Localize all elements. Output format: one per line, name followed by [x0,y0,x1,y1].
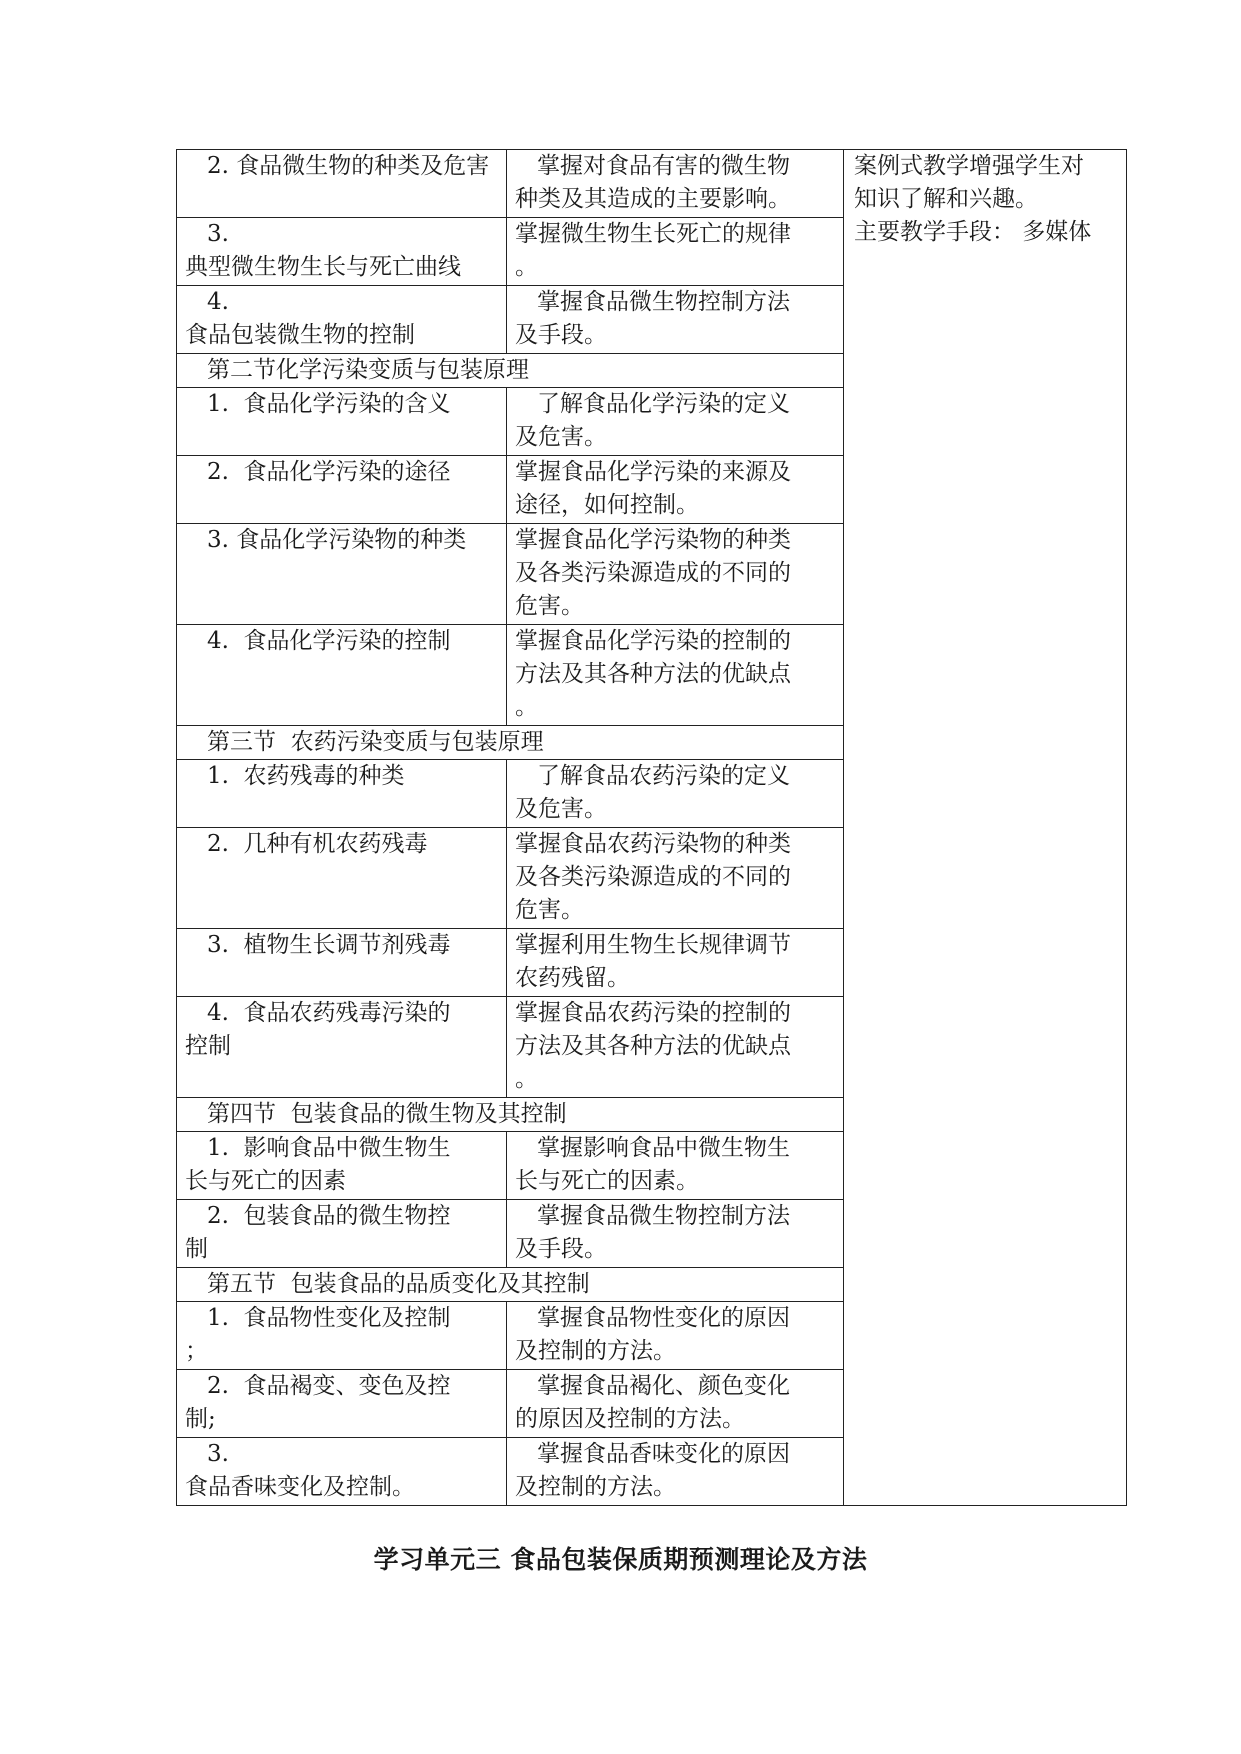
goal-cell: 掌握食品化学污染的控制的 方法及其各种方法的优缺点 。 [507,625,844,726]
goal-cell: 掌握食品化学污染物的种类 及各类污染源造成的不同的 危害。 [507,524,844,625]
topic-cell: 3. 食品香味变化及控制。 [177,1438,507,1506]
topic-cell: 3. 食品化学污染物的种类 [177,524,507,625]
goal-cell: 掌握食品物性变化的原因 及控制的方法。 [507,1302,844,1370]
goal-cell: 掌握对食品有害的微生物 种类及其造成的主要影响。 [507,150,844,218]
section-title: 第四节 包装食品的微生物及其控制 [177,1098,844,1132]
section-title: 第二节化学污染变质与包装原理 [177,354,844,388]
topic-cell: 1. 食品物性变化及控制 ； [177,1302,507,1370]
syllabus-table-body [177,150,1127,1506]
topic-cell: 3. 典型微生物生长与死亡曲线 [177,218,507,286]
topic-cell: 4. 食品农药残毒污染的 控制 [177,997,507,1098]
goal-cell: 掌握食品农药污染物的种类 及各类污染源造成的不同的 危害。 [507,828,844,929]
topic-cell: 3. 植物生长调节剂残毒 [177,929,507,997]
goal-cell: 掌握食品微生物控制方法 及手段。 [507,1200,844,1268]
topic-cell: 2. 几种有机农药残毒 [177,828,507,929]
goal-cell: 了解食品化学污染的定义 及危害。 [507,388,844,456]
topic-cell: 2. 食品微生物的种类及危害 [177,150,507,218]
goal-cell: 掌握食品农药污染的控制的 方法及其各种方法的优缺点 。 [507,997,844,1098]
teaching-method-line: 主要教学手段： 多媒体 [854,219,1092,245]
topic-cell: 2. 包装食品的微生物控 制 [177,1200,507,1268]
topic-cell: 4. 食品化学污染的控制 [177,625,507,726]
topic-cell: 1. 农药残毒的种类 [177,760,507,828]
section-title: 第五节 包装食品的品质变化及其控制 [177,1268,844,1302]
goal-cell: 掌握微生物生长死亡的规律 。 [507,218,844,286]
goal-cell: 掌握食品化学污染的来源及 途径，如何控制。 [507,456,844,524]
goal-cell: 掌握食品香味变化的原因 及控制的方法。 [507,1438,844,1506]
section-title: 第三节 农药污染变质与包装原理 [177,726,844,760]
goal-cell: 了解食品农药污染的定义 及危害。 [507,760,844,828]
syllabus-table [176,149,1127,1506]
goal-cell: 掌握食品褐化、颜色变化 的原因及控制的方法。 [507,1370,844,1438]
unit-heading: 学习单元三 食品包装保质期预测理论及方法 [373,1545,868,1574]
goal-cell: 掌握食品微生物控制方法 及手段。 [507,286,844,354]
topic-cell: 2. 食品褐变、变色及控 制; [177,1370,507,1438]
goal-cell: 掌握影响食品中微生物生 长与死亡的因素。 [507,1132,844,1200]
teaching-method-cell [844,150,1127,1506]
topic-cell: 2. 食品化学污染的途径 [177,456,507,524]
table-row [177,150,1127,218]
topic-cell: 1. 影响食品中微生物生 长与死亡的因素 [177,1132,507,1200]
topic-cell: 1. 食品化学污染的含义 [177,388,507,456]
teaching-method-line: 案例式教学增强学生对 [854,153,1084,179]
goal-cell: 掌握利用生物生长规律调节 农药残留。 [507,929,844,997]
teaching-method-line: 知识了解和兴趣。 [854,186,1038,212]
topic-cell: 4. 食品包装微生物的控制 [177,286,507,354]
